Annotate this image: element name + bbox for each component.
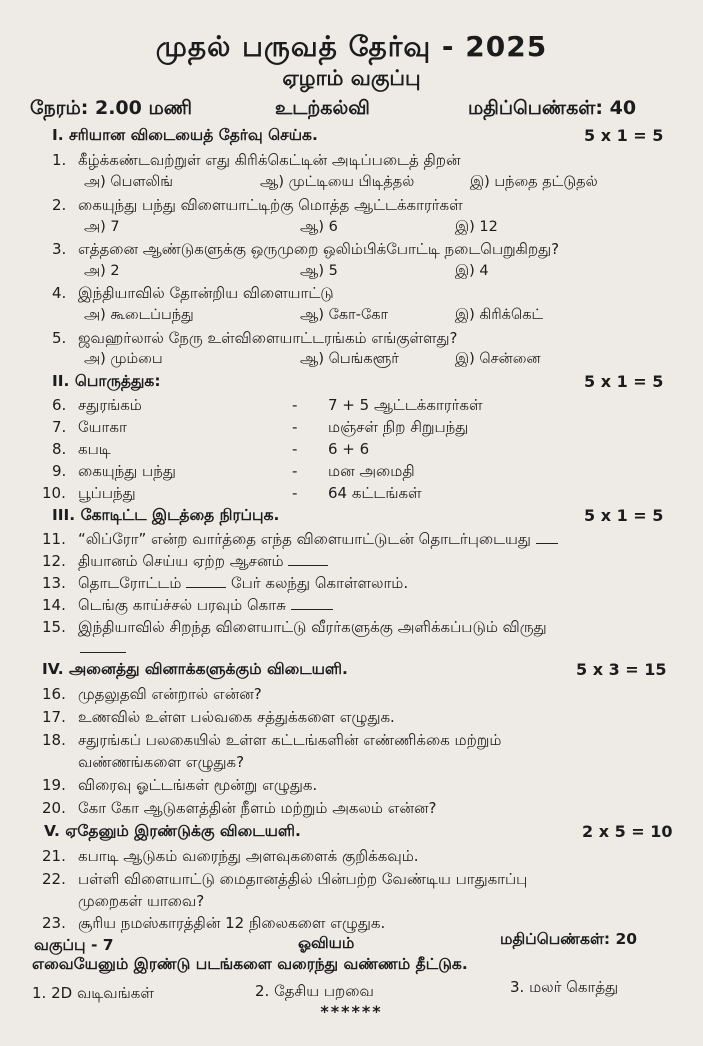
option-2b: ஆ) 6 [300, 219, 338, 235]
option-4a: அ) கூடைப்பந்து [84, 307, 194, 323]
answer-blank-12 [288, 565, 328, 566]
option-5a: அ) மும்பை [84, 351, 163, 367]
exam-title: முதல் பருவத் தேர்வு - 2025 [155, 30, 548, 63]
section-5-title: V. ஏதேனும் இரண்டுக்கு விடையளி. [44, 822, 301, 840]
question-22: 22. பள்ளி விளையாட்டு மைதானத்தில் பின்பற்ற வேண்டிய பாதுகாப்பு [42, 870, 528, 888]
question-18: 18. சதுரங்கப் பலகையில் உள்ள கட்டங்களின் எண்ணிக்கை மற்றும் [42, 731, 502, 749]
question-5: 5. ஜவஹர்லால் நேரு உள்விளையாட்டரங்கம் எங்குள்ளது? [52, 329, 458, 347]
match-dash-8: - [292, 440, 298, 458]
question-13: 13. தொடரோட்டம் பேர் கலந்து கொள்ளலாம். [42, 574, 409, 592]
match-answer-6: 7 + 5 ஆட்டக்காரர்கள் [328, 396, 483, 414]
section-3-marks: 5 x 1 = 5 [584, 506, 664, 525]
question-22-cont: முறைகள் யாவை? [78, 892, 205, 910]
answer-blank-11 [536, 543, 558, 544]
question-21: 21. கபாடி ஆடுகம் வரைந்து அளவுகளைக் குறிக்கவும். [42, 847, 419, 865]
option-2a: அ) 7 [84, 219, 120, 235]
option-4c: இ) கிரிக்கெட் [455, 307, 544, 323]
question-16: 16. முதலுதவி என்றால் என்ன? [42, 685, 262, 703]
match-answer-9: மன அமைதி [328, 462, 415, 480]
option-3a: அ) 2 [84, 263, 120, 279]
art-class: வகுப்பு - 7 [34, 936, 114, 954]
question-12: 12. தியானம் செய்ய ஏற்ற ஆசனம் [42, 552, 328, 572]
question-11: 11. “லிப்ரோ” என்ற வார்த்தை எந்த விளையாட்டுடன் தொடர்புடையது [42, 530, 558, 550]
question-2: 2. கையுந்து பந்து விளையாட்டிற்கு மொத்த ஆட்டக்காரர்கள் [52, 196, 463, 214]
section-1-title: I. சரியான விடையைத் தேர்வு செய்க. [52, 126, 318, 144]
question-4: 4. இந்தியாவில் தோன்றிய விளையாட்டு [52, 284, 334, 302]
option-1a: அ) பௌலிங் [84, 174, 174, 190]
question-18-cont: வண்ணங்களை எழுதுக? [78, 753, 245, 771]
match-row-6: 6. சதுரங்கம் [52, 396, 142, 414]
end-marker: ****** [320, 1002, 383, 1021]
match-dash-6: - [292, 396, 298, 414]
question-3: 3. எத்தனை ஆண்டுகளுக்கு ஒருமுறை ஒலிம்பிக்போட்டி நடைபெறுகிறது? [52, 240, 560, 258]
exam-time: நேரம்: 2.00 மணி [30, 97, 193, 119]
match-row-8: 8. கபடி [52, 440, 111, 458]
answer-blank-15 [80, 652, 126, 653]
art-instruction: எவையேனும் இரண்டு படங்களை வரைந்து வண்ணம் தீட்டுக. [32, 955, 468, 973]
section-1-marks: 5 x 1 = 5 [584, 126, 664, 145]
class-title: ஏழாம் வகுப்பு [282, 66, 421, 90]
art-item-3: 3. மலர் கொத்து [510, 978, 619, 996]
section-5-marks: 2 x 5 = 10 [582, 822, 673, 841]
question-23: 23. சூரிய நமஸ்காரத்தின் 12 நிலைகளை எழுதுக. [42, 914, 386, 932]
match-answer-8: 6 + 6 [328, 440, 370, 458]
section-4-title: IV. அனைத்து வினாக்களுக்கும் விடையளி. [42, 660, 348, 678]
art-marks: மதிப்பெண்கள்: 20 [500, 930, 638, 948]
match-row-10: 10. பூப்பந்து [42, 484, 136, 502]
option-5b: ஆ) பெங்களூர் [300, 351, 399, 367]
match-row-7: 7. யோகா [52, 418, 127, 436]
question-17: 17. உணவில் உள்ள பல்வகை சத்துக்களை எழுதுக. [42, 708, 395, 726]
option-1b: ஆ) முட்டியை பிடித்தல் [260, 174, 415, 190]
option-4b: ஆ) கோ-கோ [300, 307, 389, 323]
section-2-marks: 5 x 1 = 5 [584, 372, 664, 391]
art-item-2: 2. தேசிய பறவை [255, 982, 374, 1000]
option-3b: ஆ) 5 [300, 263, 338, 279]
question-20: 20. கோ கோ ஆடுகளத்தின் நீளம் மற்றும் அகலம் என்ன? [42, 799, 437, 817]
option-5c: இ) சென்னை [455, 351, 541, 367]
section-4-marks: 5 x 3 = 15 [576, 660, 667, 679]
question-19: 19. விரைவு ஓட்டங்கள் மூன்று எழுதுக. [42, 776, 318, 794]
match-answer-7: மஞ்சள் நிற சிறுபந்து [328, 418, 469, 436]
answer-blank-13 [186, 587, 226, 588]
option-1c: இ) பந்தை தட்டுதல் [470, 174, 598, 190]
question-15: 15. இந்தியாவில் சிறந்த விளையாட்டு வீரர்களுக்கு அளிக்கப்படும் விருது [42, 618, 547, 636]
match-dash-7: - [292, 418, 298, 436]
option-3c: இ) 4 [455, 263, 489, 279]
match-row-9: 9. கையுந்து பந்து [52, 462, 176, 480]
match-dash-10: - [292, 484, 298, 502]
section-3-title: III. கோடிட்ட இடத்தை நிரப்புக. [52, 506, 280, 524]
question-14: 14. டெங்கு காய்ச்சல் பரவும் கொசு [42, 596, 333, 616]
match-answer-10: 64 கட்டங்கள் [328, 484, 422, 502]
exam-subject: உடற்கல்வி [275, 97, 370, 119]
match-dash-9: - [292, 462, 298, 480]
exam-marks: மதிப்பெண்கள்: 40 [468, 97, 637, 119]
option-2c: இ) 12 [455, 219, 498, 235]
answer-blank-14 [291, 609, 333, 610]
art-subject: ஓவியம் [298, 934, 355, 952]
question-1: 1. கீழ்க்கண்டவற்றுள் எது கிரிக்கெட்டின் அடிப்படைத் திறன் [52, 151, 461, 169]
section-2-title: II. பொருத்துக: [52, 372, 161, 390]
art-item-1: 1. 2D வடிவங்கள் [32, 984, 154, 1002]
